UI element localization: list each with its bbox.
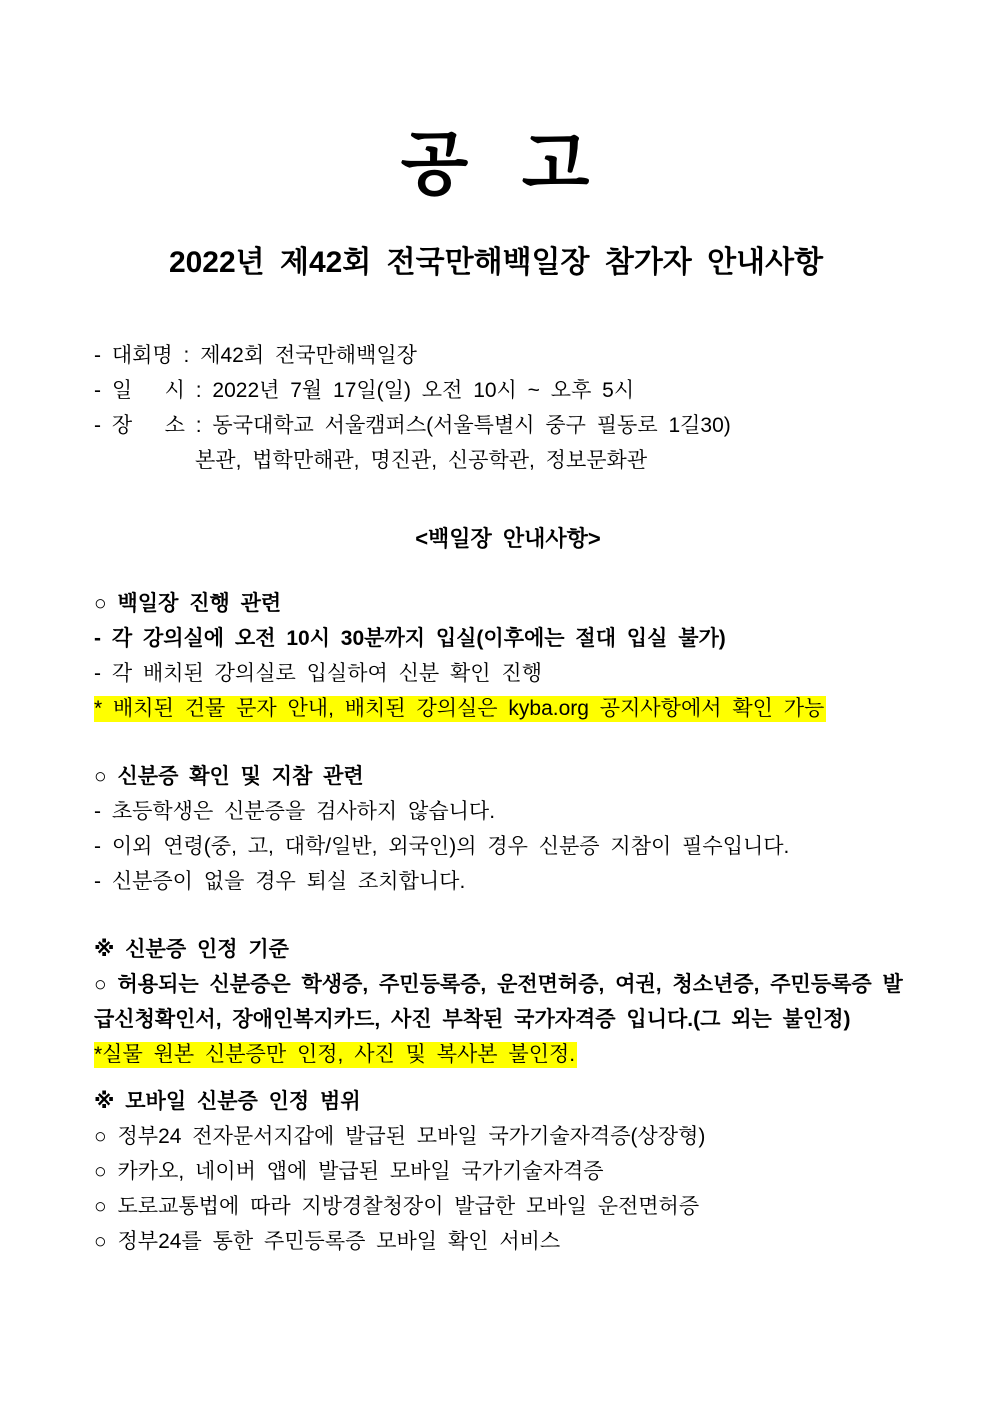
section-line: ○ 허용되는 신분증은 학생증, 주민등록증, 운전면허증, 여권, 청소년증, 주민등록증 발급신청확인서, 장애인복지카드, 사진 부착된 국가자격증 입니다.(그 외는 불인정) — [94, 973, 903, 1031]
section-line: ○ 정부24 전자문서지갑에 발급된 모바일 국가기술자격증(상장형) — [94, 1125, 706, 1148]
section-header: ※ 신분증 인정 기준 — [94, 938, 289, 961]
event-details — [94, 338, 922, 478]
page-subtitle: 2022년 제42회 전국만해백일장 참가자 안내사항 — [168, 246, 824, 279]
section-line: - 신분증이 없을 경우 퇴실 조치합니다. — [94, 870, 466, 893]
section-line: ○ 도로교통법에 따라 지방경찰청장이 발급한 모바일 운전면허증 — [94, 1195, 700, 1218]
highlight-note: * 배치된 건물 문자 안내, 배치된 강의실은 kyba.org 공지사항에서 확인 가능 — [94, 697, 825, 720]
section-event-progress — [94, 586, 922, 726]
section-line: ○ 카카오, 네이버 앱에 발급된 모바일 국가기술자격증 — [94, 1160, 604, 1183]
section-line: - 각 배치된 강의실로 입실하여 신분 확인 진행 — [94, 662, 542, 685]
section-id-criteria — [94, 932, 922, 1072]
section-line: - 초등학생은 신분증을 검사하지 않습니다. — [94, 800, 496, 823]
section-line-highlighted — [94, 1037, 922, 1072]
detail-line-location: - 장 소 : 동국대학교 서울캠퍼스(서울특별시 중구 필동로 1길30) — [94, 414, 731, 437]
section-header: ※ 모바일 신분증 인정 범위 — [94, 1090, 361, 1113]
section-id-check — [94, 759, 922, 899]
document-content — [0, 338, 992, 1259]
page-title: 공 고 — [400, 125, 592, 203]
highlight-note: *실물 원본 신분증만 인정, 사진 및 복사본 불인정. — [94, 1043, 576, 1066]
section-line: ○ 정부24를 통한 주민등록증 모바일 확인 서비스 — [94, 1230, 561, 1253]
section-line: - 각 강의실에 오전 10시 30분까지 입실(이후에는 절대 입실 불가) — [94, 627, 726, 650]
section-header: ○ 신분증 확인 및 지참 관련 — [94, 765, 364, 788]
detail-line-date-time: - 일 시 : 2022년 7월 17일(일) 오전 10시 ~ 오후 5시 — [94, 379, 635, 402]
section-header: ○ 백일장 진행 관련 — [94, 592, 282, 615]
section-line-highlighted — [94, 691, 922, 726]
detail-line-buildings: 본관, 법학만해관, 명진관, 신공학관, 정보문화관 — [195, 449, 648, 472]
section-mobile-id — [94, 1084, 922, 1259]
guidance-heading: <백일장 안내사항> — [415, 526, 601, 551]
detail-line-contest-name: - 대회명 : 제42회 전국만해백일장 — [94, 344, 417, 367]
section-line: - 이외 연령(중, 고, 대학/일반, 외국인)의 경우 신분증 지참이 필수입니다. — [94, 835, 790, 858]
